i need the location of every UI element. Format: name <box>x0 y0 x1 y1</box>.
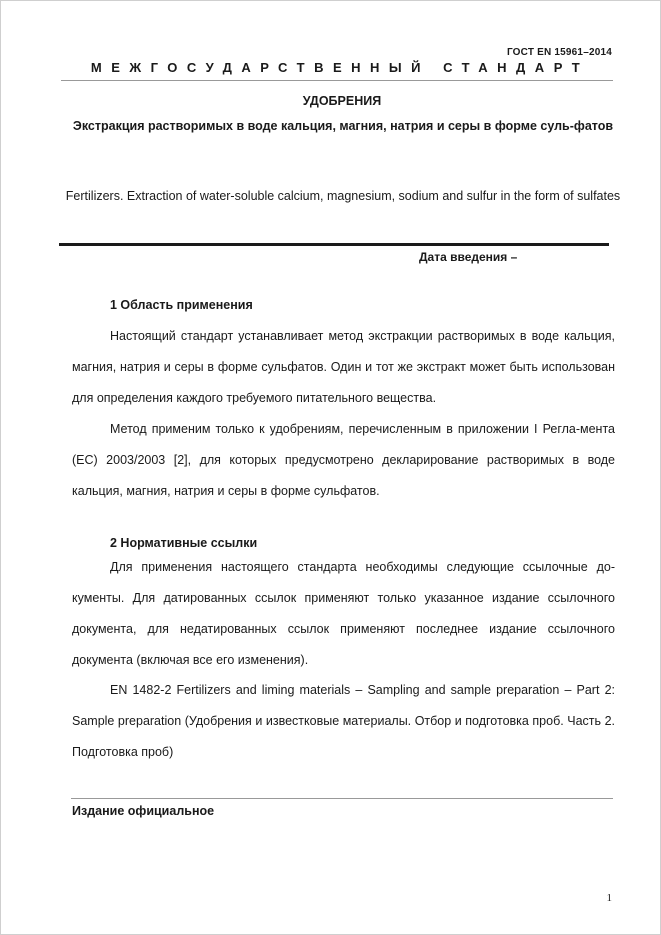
title-divider <box>59 243 609 246</box>
document-title-english: Fertilizers. Extraction of water-soluble calcium, magnesium, sodium and sulfur in the form of sulfates <box>65 189 621 203</box>
references-paragraph-2: EN 1482-2 Fertilizers and liming materials – Sampling and sample preparation – Part 2: Sample preparation (Удобрения и известковые материалы. Отбор и подготовка проб. Часть 2. Подготовка проб) <box>72 683 615 759</box>
document-number: ГОСТ EN 15961–2014 <box>506 47 612 58</box>
page-number: 1 <box>606 892 612 904</box>
footer-divider <box>71 798 613 799</box>
introduction-date: Дата введения – <box>419 250 518 264</box>
scope-paragraph-2: Метод применим только к удобрениям, перечисленным в приложении I Регла-мента (ЕС) 2003/2003 [2], для которых предусмотрено декларирование растворимых в воде кальция, магния, натрия и серы в форме сульфатов. <box>72 422 615 498</box>
document-subtitle: Экстракция растворимых в воде кальция, магния, натрия и серы в форме суль-фатов <box>72 119 614 133</box>
section-heading-scope: 1 Область применения <box>110 298 253 312</box>
official-edition-label: Издание официальное <box>72 804 215 818</box>
header-divider <box>61 80 613 81</box>
standard-type-heading: МЕЖГОСУДАРСТВЕННЫЙ СТАНДАРТ <box>90 60 590 75</box>
references-paragraph-1: Для применения настоящего стандарта необходимы следующие ссылочные до-кументы. Для датированных ссылок применяют только указанное издание ссылочного документа, для недатированных ссылок применяют последнее издание ссылочного документа (включая все его изменения). <box>72 560 615 667</box>
document-title: УДОБРЕНИЯ <box>302 94 382 108</box>
scope-paragraph-1: Настоящий стандарт устанавливает метод экстракции растворимых в воде кальция, магния, натрия и серы в форме сульфатов. Один и тот же экстракт может быть использован для определения каждого требуемого питательного вещества. <box>72 329 615 405</box>
section-heading-references: 2 Нормативные ссылки <box>110 536 258 550</box>
